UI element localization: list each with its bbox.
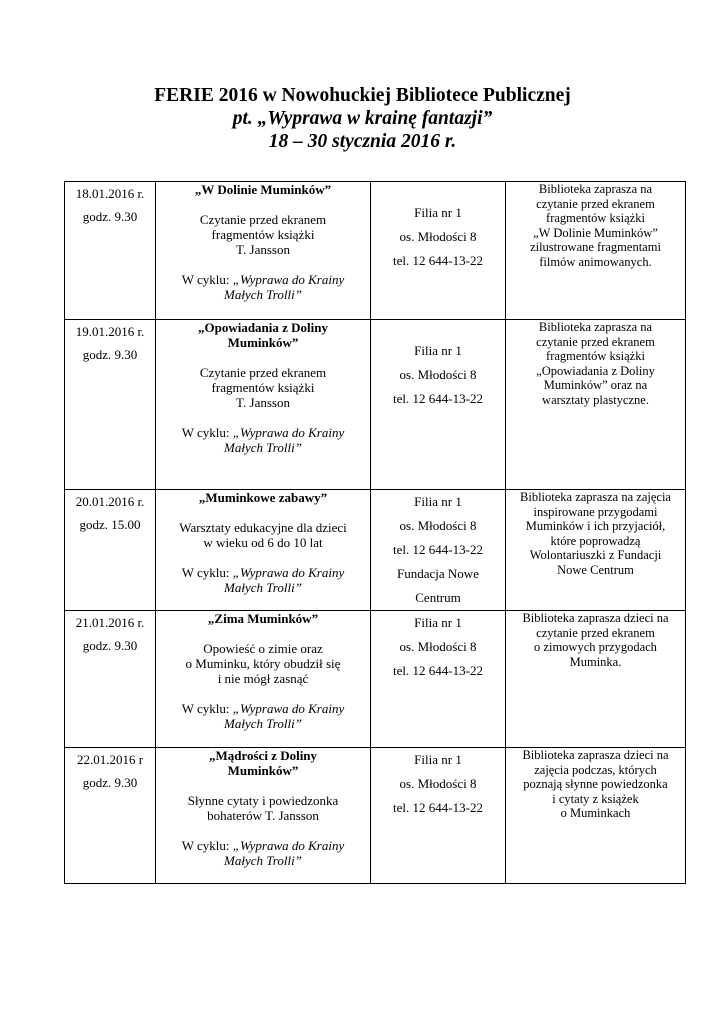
spacer xyxy=(159,823,367,838)
event-cycle-line xyxy=(159,701,367,716)
description-line: fragmentów książki xyxy=(546,349,645,363)
event-date: 19.01.2016 r. xyxy=(75,324,145,339)
location-line: tel. 12 644-13-22 xyxy=(393,542,483,557)
event-time: godz. 15.00 xyxy=(79,517,141,532)
spacer xyxy=(159,197,367,212)
location-line: tel. 12 644-13-22 xyxy=(393,391,483,406)
cycle-name: „Wyprawa do Krainy xyxy=(232,701,345,716)
date-cell xyxy=(65,320,156,490)
cycle-name: „Wyprawa do Krainy xyxy=(232,565,345,580)
location-cell xyxy=(371,490,506,611)
event-date: 20.01.2016 r. xyxy=(75,494,145,509)
table-row xyxy=(65,182,686,320)
event-cycle-line xyxy=(159,838,367,853)
event-cycle-line xyxy=(159,425,367,440)
location-line: Filia nr 1 xyxy=(414,494,462,509)
description-cell xyxy=(506,748,686,884)
description-line: warsztaty plastyczne. xyxy=(542,392,649,407)
event-cell xyxy=(156,748,371,884)
description-line: Wolontariuszki z Fundacji xyxy=(529,548,662,562)
event-title-line: Muminków” xyxy=(227,763,299,778)
document-header xyxy=(0,84,725,153)
description-line: poznają słynne powiedzonka xyxy=(523,777,668,791)
description-line: Nowe Centrum xyxy=(557,562,634,577)
cycle-name: Małych Trolli” xyxy=(224,853,302,868)
event-cycle-line xyxy=(159,565,367,580)
location-cell xyxy=(371,320,506,490)
description-line: inspirowane przygodami xyxy=(533,504,658,519)
description-line: „Opowiadania z Doliny xyxy=(536,363,655,378)
event-date: 21.01.2016 r. xyxy=(75,615,145,630)
event-description-line: i nie mógł zasnąć xyxy=(217,671,309,686)
document-dates: 18 – 30 stycznia 2016 r. xyxy=(268,131,457,152)
spacer xyxy=(159,350,367,365)
document-subtitle: pt. „Wyprawa w krainę fantazji” xyxy=(232,108,493,129)
event-cell xyxy=(156,490,371,611)
event-time: godz. 9.30 xyxy=(82,209,138,224)
description-cell xyxy=(506,182,686,320)
event-time: godz. 9.30 xyxy=(82,638,138,653)
event-title-line: „Opowiadania z Doliny xyxy=(197,320,329,335)
event-cell xyxy=(156,182,371,320)
location-line: Filia nr 1 xyxy=(414,615,462,630)
cycle-name: Małych Trolli” xyxy=(224,580,302,595)
spacer xyxy=(159,550,367,565)
event-date: 18.01.2016 r. xyxy=(75,186,145,201)
description-cell xyxy=(506,320,686,490)
cycle-prefix: W cyklu: xyxy=(181,701,233,716)
event-time: godz. 9.30 xyxy=(82,347,138,362)
description-line: Biblioteka zaprasza dzieci na xyxy=(522,611,669,625)
spacer xyxy=(159,505,367,520)
spacer xyxy=(159,778,367,793)
table-row xyxy=(65,320,686,490)
event-description-line: T. Jansson xyxy=(236,242,290,257)
cycle-name: „Wyprawa do Krainy xyxy=(232,425,345,440)
event-cell xyxy=(156,611,371,748)
description-line: Biblioteka zaprasza na xyxy=(538,182,653,196)
cycle-name: Małych Trolli” xyxy=(224,716,302,731)
description-cell xyxy=(506,611,686,748)
location-line: Filia nr 1 xyxy=(414,205,462,220)
spacer xyxy=(159,686,367,701)
event-description-line: Opowieść o zimie oraz xyxy=(203,641,323,656)
description-line: które poprowadzą xyxy=(550,533,641,548)
location-line: tel. 12 644-13-22 xyxy=(393,663,483,678)
description-line: Biblioteka zaprasza dzieci na xyxy=(522,748,669,762)
location-line: os. Młodości 8 xyxy=(399,776,477,791)
description-line: i cytaty z książek xyxy=(552,791,639,806)
event-description-line: Czytanie przed ekranem xyxy=(199,212,327,227)
date-cell xyxy=(65,611,156,748)
event-cycle-line xyxy=(159,272,367,287)
cycle-name: Małych Trolli” xyxy=(224,287,302,302)
location-line: tel. 12 644-13-22 xyxy=(393,253,483,268)
location-line: Filia nr 1 xyxy=(414,343,462,358)
description-line: Muminka. xyxy=(569,654,622,669)
location-line: os. Młodości 8 xyxy=(399,367,477,382)
date-cell xyxy=(65,490,156,611)
document-title: FERIE 2016 w Nowohuckiej Bibliotece Publicznej xyxy=(154,85,571,106)
location-line: Filia nr 1 xyxy=(414,752,462,767)
description-line: zajęcia podczas, których xyxy=(534,762,657,777)
spacer xyxy=(159,257,367,272)
location-cell xyxy=(371,182,506,320)
description-line: Biblioteka zaprasza na xyxy=(538,320,653,334)
cycle-prefix: W cyklu: xyxy=(181,565,233,580)
event-date: 22.01.2016 r xyxy=(76,752,144,767)
description-line: Muminków i ich przyjaciół, xyxy=(525,519,666,533)
description-line: filmów animowanych. xyxy=(539,254,652,269)
event-title-line: „W Dolinie Muminków” xyxy=(194,182,332,197)
schedule-table xyxy=(64,181,686,884)
event-description-line: fragmentów książki xyxy=(211,227,315,242)
location-line: os. Młodości 8 xyxy=(399,639,477,654)
location-line: Fundacja Nowe xyxy=(397,566,479,581)
event-title-line: „Muminkowe zabawy” xyxy=(198,490,328,505)
cycle-prefix: W cyklu: xyxy=(181,838,233,853)
description-line: fragmentów książki xyxy=(546,211,645,225)
description-line: „W Dolinie Muminków” xyxy=(533,225,658,240)
event-cell xyxy=(156,320,371,490)
location-cell xyxy=(371,748,506,884)
event-description-line: Warsztaty edukacyjne dla dzieci xyxy=(179,520,347,535)
event-title-line: Muminków” xyxy=(227,335,299,350)
description-line: Biblioteka zaprasza na zajęcia xyxy=(520,490,671,504)
event-description-line: fragmentów książki xyxy=(211,380,315,395)
event-description-line: Słynne cytaty i powiedzonka xyxy=(187,793,339,808)
event-title-line: „Mądrości z Doliny xyxy=(208,748,318,763)
spacer xyxy=(159,410,367,425)
description-line: Muminków” oraz na xyxy=(543,378,648,392)
table-row xyxy=(65,611,686,748)
event-description-line: Czytanie przed ekranem xyxy=(199,365,327,380)
description-cell xyxy=(506,490,686,611)
cycle-name: Małych Trolli” xyxy=(224,440,302,455)
event-description-line: o Muminku, który obudził się xyxy=(185,656,341,671)
table-row xyxy=(65,748,686,884)
event-description-line: bohaterów T. Jansson xyxy=(207,808,319,823)
location-line: tel. 12 644-13-22 xyxy=(393,800,483,815)
description-line: czytanie przed ekranem xyxy=(536,196,655,211)
cycle-prefix: W cyklu: xyxy=(181,425,233,440)
table-row xyxy=(65,490,686,611)
description-line: zilustrowane fragmentami xyxy=(530,240,661,254)
location-line: Centrum xyxy=(415,590,461,605)
location-line: os. Młodości 8 xyxy=(399,229,477,244)
event-title-line: „Zima Muminków” xyxy=(207,611,319,626)
description-line: o Muminkach xyxy=(560,806,631,820)
location-line: os. Młodości 8 xyxy=(399,518,477,533)
cycle-name: „Wyprawa do Krainy xyxy=(232,838,345,853)
date-cell xyxy=(65,748,156,884)
event-description-line: T. Jansson xyxy=(236,395,290,410)
cycle-prefix: W cyklu: xyxy=(181,272,233,287)
location-cell xyxy=(371,611,506,748)
event-time: godz. 9.30 xyxy=(82,775,138,790)
event-description-line: w wieku od 6 do 10 lat xyxy=(203,535,323,550)
description-line: o zimowych przygodach xyxy=(534,640,657,654)
description-line: czytanie przed ekranem xyxy=(536,334,655,349)
description-line: czytanie przed ekranem xyxy=(536,625,655,640)
cycle-name: „Wyprawa do Krainy xyxy=(232,272,345,287)
spacer xyxy=(159,626,367,641)
date-cell xyxy=(65,182,156,320)
